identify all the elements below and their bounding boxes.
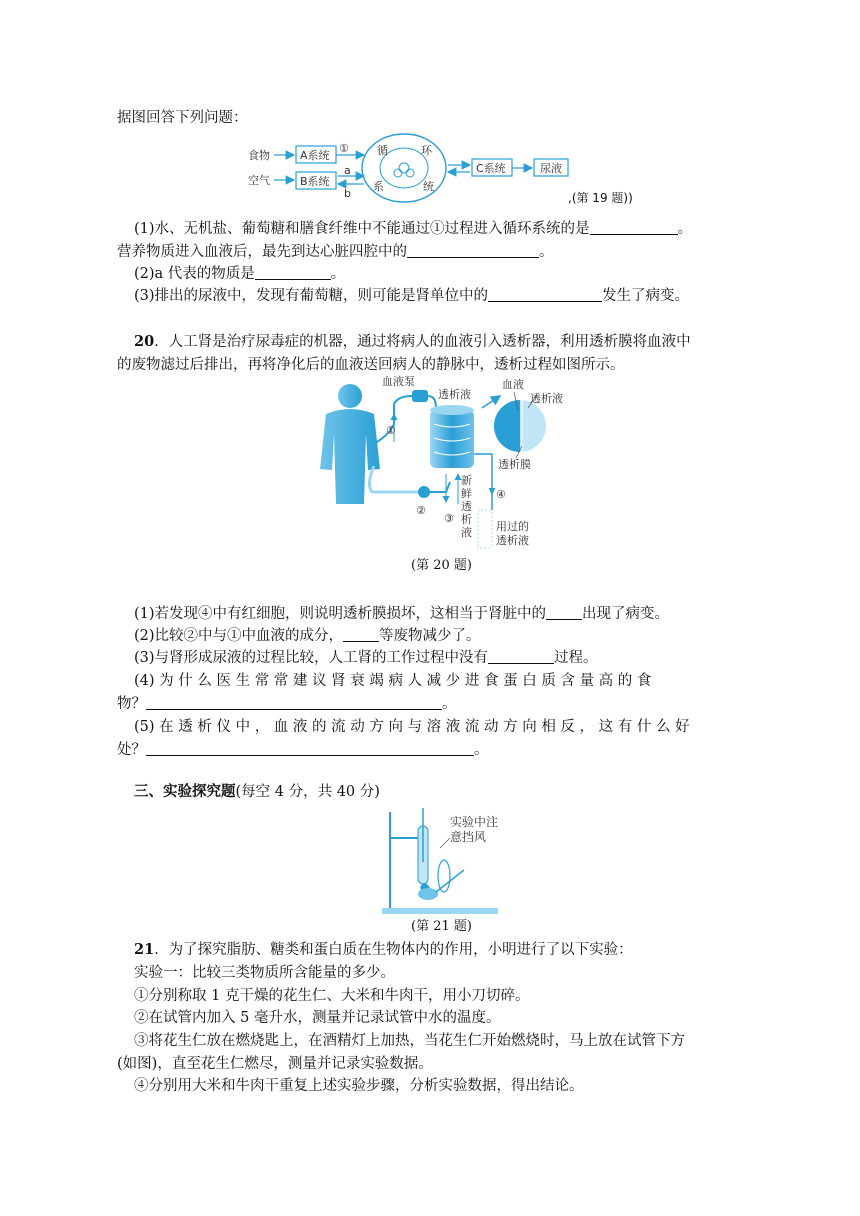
q19-p3-text: (3)排出的尿液中，发现有葡萄糖，则可能是肾单位中的 — [134, 288, 489, 304]
label-1: ① — [386, 424, 396, 437]
q20-p4-blank[interactable] — [146, 695, 442, 710]
q21-caption: (第 21 题) — [411, 919, 472, 934]
food-label: 食物 — [248, 149, 270, 162]
fresh-char-1: 新 — [461, 474, 472, 487]
q21-apparatus-diagram — [380, 806, 510, 918]
q21-stem — [134, 940, 633, 960]
q20-stem-line1 — [134, 332, 691, 352]
wind-note-1: 实验中注 — [450, 815, 499, 829]
q20-part2 — [134, 626, 481, 646]
q20-part5a: (5) 在 透 析 仪 中 ， 血 液 的 流 动 方 向 与 溶 液 流 动 方 向 相 反 ， 这 有 什 么 好 — [134, 719, 690, 735]
q19-p1b-end: 。 — [539, 244, 554, 260]
urine-label: 尿液 — [540, 162, 562, 175]
q20-p2-end: 等废物减少了。 — [379, 628, 481, 644]
q21-step1: ①分别称取 1 克干燥的花生仁、大米和牛肉干，用小刀切碎。 — [134, 988, 530, 1004]
circ-char-4: 统 — [423, 180, 434, 193]
q20-part4a: (4) 为 什 么 医 生 常 常 建 议 肾 衰 竭 病 人 减 少 进 食 蛋 白 质 含 量 高 的 食 — [134, 673, 652, 689]
used-label-1: 用过的 — [496, 520, 529, 533]
q20-dialysis-diagram — [318, 374, 578, 554]
fresh-char-5: 液 — [461, 526, 472, 539]
wind-note-2: 意挡风 — [450, 830, 487, 844]
process-1-label: ① — [339, 142, 349, 155]
system-b-label: B系统 — [300, 175, 330, 188]
q19-p2-end: 。 — [330, 266, 346, 282]
q20-p2-text: (2)比较②中与①中血液的成分， — [134, 628, 344, 644]
q19-p2-text: (2)a 代表的物质是 — [134, 266, 255, 282]
q20-part3 — [134, 648, 598, 668]
q19-p1-blank[interactable] — [590, 220, 678, 235]
q19-caption: ,(第 19 题)) — [568, 191, 633, 205]
q20-part4b — [117, 694, 457, 714]
dialysate-label: 透析液 — [438, 388, 471, 401]
used-label-2: 透析液 — [496, 534, 529, 547]
q19-p1b-text: 营养物质进入血液后，最先到达心脏四腔中的 — [117, 244, 407, 260]
q20-p5-text: 处？ — [117, 742, 146, 758]
pump-ball — [418, 486, 430, 498]
q21-intro: ．为了探究脂肪、糖类和蛋白质在生物体内的作用，小明进行了以下实验： — [154, 942, 633, 958]
q19-p1b-blank[interactable] — [407, 243, 539, 258]
used-bottle — [478, 510, 492, 548]
q20-part1 — [134, 604, 669, 624]
q20-p1-text: (1)若发现④中有红细胞，则说明透析膜损坏，这相当于肾脏中的 — [134, 606, 547, 622]
q20-p3-text: (3)与肾形成尿液的过程比较，人工肾的工作过程中没有 — [134, 650, 489, 666]
a-label: a — [344, 164, 351, 177]
q19-diagram — [240, 132, 660, 212]
air-label: 空气 — [248, 174, 270, 187]
q19-p1-end: 。 — [677, 221, 693, 237]
circ-char-2: 环 — [421, 144, 432, 157]
q19-p2-blank[interactable] — [255, 265, 331, 280]
q20-stem-line2: 的废物滤过后排出，再将净化后的血液送回病人的静脉中，透析过程如图所示。 — [117, 357, 625, 373]
q21-step2: ②在试管内加入 5 毫升水，测量并记录试管中水的温度。 — [134, 1010, 501, 1026]
q20-p4-end: 。 — [442, 696, 457, 712]
q21-step4: ④分别用大米和牛肉干重复上述实验步骤，分析实验数据，得出结论。 — [134, 1078, 584, 1094]
q19-p3-end: 发生了病变。 — [602, 288, 690, 304]
q19-intro: 据图回答下列问题： — [117, 110, 248, 126]
system-a-label: A系统 — [300, 149, 330, 162]
blood-pump — [412, 390, 428, 402]
q20-p2-blank[interactable] — [343, 627, 379, 642]
q20-p1-blank[interactable] — [546, 605, 582, 620]
fresh-char-2: 鲜 — [461, 487, 472, 500]
q20-p3-blank[interactable] — [488, 649, 554, 664]
blood-label: 血液 — [502, 378, 524, 391]
system-c-label: C系统 — [476, 162, 506, 175]
q21-number: 21 — [134, 941, 155, 958]
q19-p1-text: (1)水、无机盐、葡萄糖和膳食纤维中不能通过①过程进入循环系统的是 — [134, 221, 590, 237]
q20-number: 20 — [134, 333, 155, 350]
q20-p4-text: 物？ — [117, 696, 146, 712]
q19-part2 — [134, 264, 345, 284]
q20-part5b — [117, 740, 489, 760]
b-label: b — [344, 187, 351, 200]
q20-line1: ．人工肾是治疗尿毒症的机器，通过将病人的血液引入透析器，利用透析膜将血液中 — [154, 334, 691, 350]
q20-p5-end: 。 — [474, 742, 489, 758]
label-2: ② — [416, 504, 426, 517]
circ-char-3: 系 — [373, 180, 384, 193]
label-4: ④ — [496, 488, 506, 501]
membrane-label: 透析膜 — [498, 458, 531, 471]
section-3-title: 三、实验探究题 — [134, 783, 236, 800]
section-3-sub: (每空 4 分，共 40 分) — [235, 784, 380, 800]
q21-exp1: 实验一：比较三类物质所含能量的多少。 — [134, 965, 395, 981]
q20-caption: (第 20 题) — [411, 558, 472, 573]
q19-part1 — [134, 219, 692, 239]
q21-step3a: ③将花生仁放在燃烧匙上，在酒精灯上加热，当花生仁开始燃烧时，马上放在试管下方 — [134, 1033, 685, 1049]
dialysate2-label: 透析液 — [530, 392, 563, 405]
fresh-char-3: 透 — [461, 500, 472, 513]
pump-label: 血液泵 — [382, 375, 415, 388]
q19-part1b — [117, 242, 554, 262]
q20-p5-blank[interactable] — [146, 741, 474, 756]
q21-step3b: (如图)，直至花生仁燃尽，测量并记录实验数据。 — [117, 1056, 433, 1072]
label-3: ③ — [444, 512, 454, 525]
q20-p3-end: 过程。 — [554, 650, 598, 666]
circ-char-1: 循 — [377, 144, 388, 157]
q20-p1-end: 出现了病变。 — [582, 606, 670, 622]
fresh-char-4: 析 — [461, 513, 472, 526]
q19-part3 — [134, 286, 689, 306]
section-3-heading — [134, 782, 380, 802]
q19-p3-blank[interactable] — [488, 287, 602, 302]
